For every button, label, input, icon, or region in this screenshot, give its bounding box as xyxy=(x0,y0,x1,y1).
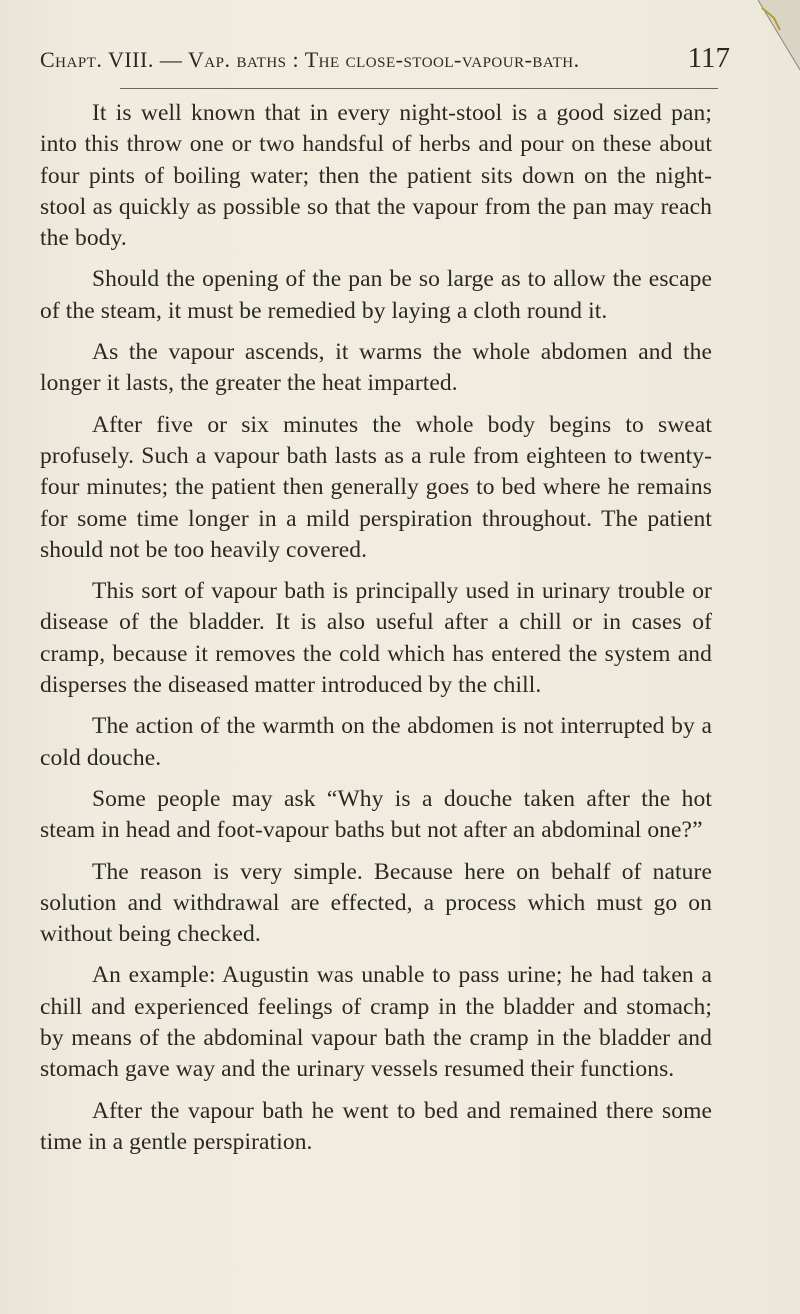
page-number: 117 xyxy=(687,42,730,74)
page-header xyxy=(40,44,730,73)
paragraph: It is well known that in every night-stool is a good sized pan; into this throw one or two handsful of herbs and pour on these about four pints of boiling water; then the patient sits down on the night-stool as quickly as possible so that the vapour from the pan may reach the body. xyxy=(40,100,712,252)
paragraph: Some people may ask “Why is a douche taken after the hot steam in head and foot-vapour baths but not after an abdominal one?” xyxy=(40,785,712,844)
paragraph: Should the opening of the pan be so large as to allow the escape of the steam, it must be remedied by laying a cloth round it. xyxy=(40,266,712,324)
paragraph: An example: Augustin was unable to pass urine; he had taken a chill and experienced feelings of cramp in the bladder and stomach; by means of the abdominal vapour bath the cramp in the bladder and stomach gave way and the urinary vessels resumed their functions. xyxy=(40,962,712,1083)
paragraph: The action of the warmth on the abdomen is not interrupted by a cold douche. xyxy=(40,713,712,771)
page-corner-fold xyxy=(740,0,800,70)
running-head: Chapt. VIII. — Vap. baths : The close-stool-vapour-bath. xyxy=(40,47,580,72)
paragraph: The reason is very simple. Because here on behalf of nature solution and withdrawal are effected, a process which must go on without being checked. xyxy=(40,858,712,948)
body-text xyxy=(40,98,712,1168)
paragraph: As the vapour ascends, it warms the whole abdomen and the longer it lasts, the greater the heat imparted. xyxy=(40,339,712,397)
paragraph: After five or six minutes the whole body begins to sweat profusely. Such a vapour bath lasts as a rule from eighteen to twenty-four minutes; the patient then generally goes to bed where he remains for some time longer in a mild perspiration throughout. The patient should not be too heavily covered. xyxy=(40,411,712,563)
paragraph: After the vapour bath he went to bed and remained there some time in a gentle perspiration. xyxy=(40,1097,712,1155)
header-rule xyxy=(120,88,718,89)
paragraph: This sort of vapour bath is principally used in urinary trouble or disease of the bladder. It is also useful after a chill or in cases of cramp, because it removes the cold which has entered the system and disperses the diseased matter introduced by the chill. xyxy=(40,578,712,699)
